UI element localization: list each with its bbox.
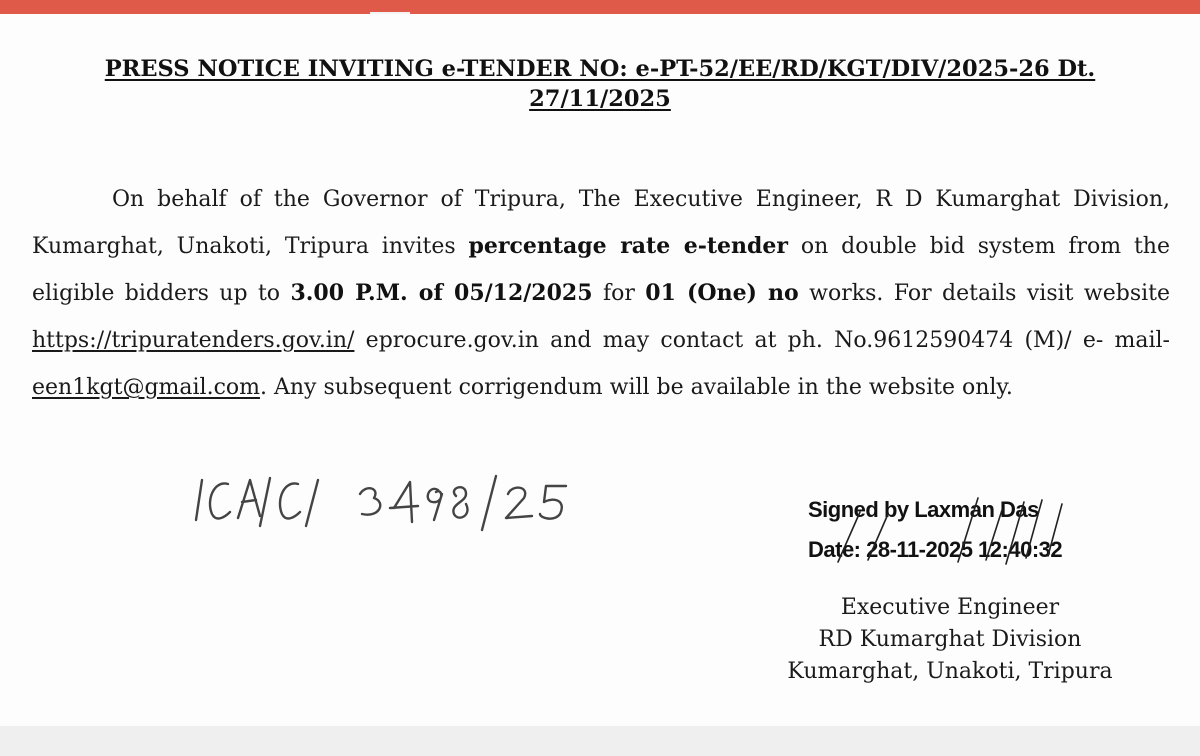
signed-by: Signed by Laxman Das <box>808 497 1039 522</box>
notice-title <box>30 54 1170 114</box>
signature-scribble <box>808 490 1148 570</box>
works-count: 01 (One) no <box>645 280 799 306</box>
digital-signature <box>808 490 1148 570</box>
notice-title-line2: 27/11/2025 <box>529 86 671 112</box>
body-seg-4: works. For details visit website <box>798 281 1171 306</box>
body-seg-6: . Any subsequent corrigendum will be available in the website only. <box>260 375 1013 400</box>
handwritten-reference-text: ICA/C/ 3498/25 <box>190 470 198 471</box>
designation-line2: RD Kumarghat Division <box>818 627 1082 652</box>
bottom-band <box>0 726 1200 756</box>
signatory-designation <box>740 592 1160 688</box>
notice-body <box>32 176 1170 411</box>
tender-type: percentage rate e-tender <box>468 233 788 259</box>
email-link[interactable]: een1kgt@gmail.com <box>32 375 261 400</box>
tender-website-link[interactable]: https://tripuratenders.gov.in/ <box>32 328 355 353</box>
handwritten-reference <box>190 470 590 540</box>
body-seg-3: for <box>592 281 646 306</box>
designation-line3: Kumarghat, Unakoti, Tripura <box>787 659 1113 684</box>
body-seg-2: on double bid system from the eligible bidders up to <box>32 234 1170 306</box>
body-seg-5: eprocure.gov.in and may contact at ph. No.9612590474 (M)/ e- mail- <box>354 328 1170 353</box>
notice-title-line1: PRESS NOTICE INVITING e-TENDER NO: e-PT-52/EE/RD/KGT/DIV/2025-26 Dt. <box>104 56 1096 82</box>
deadline: 3.00 P.M. of 05/12/2025 <box>290 280 593 306</box>
body-seg-1: On behalf of the Governor of Tripura, The Executive Engineer, R D Kumarghat Division, Kumarghat, Unakoti, Tripura invites <box>32 187 1170 259</box>
signature-date: Date: 28-11-2025 12:40:32 <box>808 537 1063 562</box>
designation-line1: Executive Engineer <box>840 595 1060 620</box>
